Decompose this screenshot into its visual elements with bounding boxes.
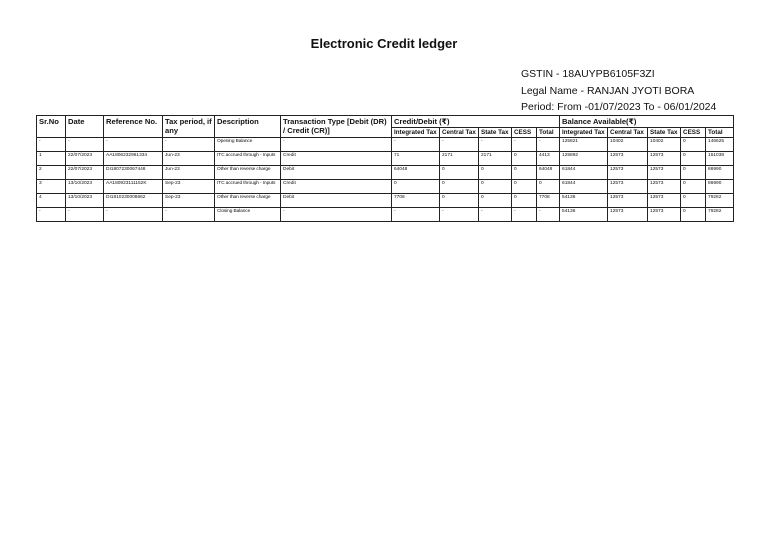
- cell-bal-state-tax: 10402: [648, 138, 681, 152]
- cell-cd-central-tax: 0: [440, 180, 479, 194]
- cell-tax-period: Sep-23: [163, 180, 215, 194]
- cell-bal-total: 86990: [706, 180, 734, 194]
- cell-cd-integrated-tax: -: [392, 208, 440, 222]
- cell-bal-integrated-tax: 61844: [560, 180, 608, 194]
- cell-transaction-type: Debit: [281, 194, 392, 208]
- cell-bal-cess: 0: [681, 180, 706, 194]
- cell-sr-no: 2: [37, 166, 66, 180]
- col-header-description: Description: [215, 116, 281, 138]
- cell-cd-integrated-tax: 71: [392, 152, 440, 166]
- cell-bal-integrated-tax: 54136: [560, 208, 608, 222]
- cell-cd-central-tax: -: [440, 208, 479, 222]
- cell-bal-state-tax: 12573: [648, 152, 681, 166]
- cell-sr-no: -: [37, 138, 66, 152]
- cell-transaction-type: Debit: [281, 166, 392, 180]
- cell-cd-cess: 0: [512, 194, 537, 208]
- cell-bal-state-tax: 12573: [648, 194, 681, 208]
- cell-cd-integrated-tax: 64048: [392, 166, 440, 180]
- table-row: [37, 152, 734, 166]
- cell-bal-central-tax: 12573: [608, 180, 648, 194]
- cell-date: 13/10/2023: [66, 194, 104, 208]
- col-header-reference: Reference No.: [104, 116, 163, 138]
- table-row: [37, 138, 734, 152]
- cell-description: Other than reverse charge: [215, 166, 281, 180]
- cell-date: -: [66, 138, 104, 152]
- cell-cd-central-tax: 0: [440, 194, 479, 208]
- cell-tax-period: -: [163, 208, 215, 222]
- cell-bal-state-tax: 12573: [648, 166, 681, 180]
- cell-reference: AA180923111152K: [104, 180, 163, 194]
- cell-bal-total: 86990: [706, 166, 734, 180]
- cell-cd-total: 64048: [537, 166, 560, 180]
- cell-bal-state-tax: 12573: [648, 208, 681, 222]
- taxpayer-info: [521, 66, 716, 116]
- cell-cd-cess: -: [512, 138, 537, 152]
- cell-cd-central-tax: -: [440, 138, 479, 152]
- cell-tax-period: -: [163, 138, 215, 152]
- cell-cd-state-tax: 0: [479, 166, 512, 180]
- col-header-bal-cess: CESS: [681, 128, 706, 138]
- cell-transaction-type: -: [281, 138, 392, 152]
- cell-bal-integrated-tax: 54136: [560, 194, 608, 208]
- cell-description: Other than reverse charge: [215, 194, 281, 208]
- cell-sr-no: 3: [37, 180, 66, 194]
- cell-reference: AA1806232961334: [104, 152, 163, 166]
- cell-cd-total: 4413: [537, 152, 560, 166]
- col-header-transaction-type: Transaction Type [Debit (DR) / Credit (CR)]: [281, 116, 392, 138]
- legal-name-line: Legal Name - RANJAN JYOTI BORA: [521, 84, 695, 97]
- col-header-cd-state-tax: State Tax: [479, 128, 512, 138]
- cell-cd-state-tax: 0: [479, 194, 512, 208]
- header-row-main: [37, 116, 734, 128]
- cell-cd-cess: -: [512, 208, 537, 222]
- cell-bal-central-tax: 12573: [608, 208, 648, 222]
- col-header-bal-integrated-tax: Integrated Tax: [560, 128, 608, 138]
- table-row: [37, 166, 734, 180]
- cell-bal-cess: 0: [681, 194, 706, 208]
- cell-bal-cess: 0: [681, 138, 706, 152]
- table-row: [37, 208, 734, 222]
- cell-description: ITC accrued through - Inputs: [215, 152, 281, 166]
- cell-bal-total: 79282: [706, 194, 734, 208]
- cell-tax-period: Jun-23: [163, 152, 215, 166]
- col-header-cd-central-tax: Central Tax: [440, 128, 479, 138]
- cell-cd-total: 0: [537, 180, 560, 194]
- cell-cd-state-tax: -: [479, 138, 512, 152]
- credit-ledger-table: [36, 115, 734, 222]
- cell-bal-total: 79282: [706, 208, 734, 222]
- cell-bal-integrated-tax: 125892: [560, 152, 608, 166]
- cell-description: Closing Balance: [215, 208, 281, 222]
- cell-reference: DI1810230008662: [104, 194, 163, 208]
- cell-bal-total: 151038: [706, 152, 734, 166]
- cell-cd-cess: 0: [512, 166, 537, 180]
- cell-bal-integrated-tax: 61844: [560, 166, 608, 180]
- table-row: [37, 180, 734, 194]
- period-line: Period: From -01/07/2023 To - 06/01/2024: [521, 101, 717, 113]
- cell-cd-state-tax: 2171: [479, 152, 512, 166]
- cell-bal-central-tax: 12573: [608, 194, 648, 208]
- cell-bal-state-tax: 12573: [648, 180, 681, 194]
- cell-cd-central-tax: 0: [440, 166, 479, 180]
- cell-date: 22/07/2023: [66, 166, 104, 180]
- cell-bal-total: 146625: [706, 138, 734, 152]
- page-title: Electronic Credit ledger: [310, 36, 458, 51]
- cell-tax-period: Sep-23: [163, 194, 215, 208]
- cell-description: Opening Balance: [215, 138, 281, 152]
- cell-bal-cess: 0: [681, 166, 706, 180]
- cell-cd-cess: 0: [512, 180, 537, 194]
- cell-bal-cess: 0: [681, 152, 706, 166]
- cell-date: 22/07/2023: [66, 152, 104, 166]
- cell-sr-no: -: [37, 208, 66, 222]
- cell-transaction-type: Credit: [281, 180, 392, 194]
- table-row: [37, 194, 734, 208]
- cell-cd-integrated-tax: 0: [392, 180, 440, 194]
- gstin-line: GSTIN - 18AUYPB6105F3ZI: [521, 68, 655, 80]
- cell-bal-central-tax: 10402: [608, 138, 648, 152]
- cell-reference: DI1807230067448: [104, 166, 163, 180]
- cell-description: ITC accrued through - Inputs: [215, 180, 281, 194]
- cell-cd-state-tax: 0: [479, 180, 512, 194]
- col-header-sr-no: Sr.No: [37, 116, 66, 138]
- col-header-cd-integrated-tax: Integrated Tax: [392, 128, 440, 138]
- cell-cd-cess: 0: [512, 152, 537, 166]
- cell-tax-period: Jun-23: [163, 166, 215, 180]
- cell-transaction-type: Credit: [281, 152, 392, 166]
- col-header-tax-period: Tax period, if any: [163, 116, 215, 138]
- cell-transaction-type: -: [281, 208, 392, 222]
- cell-cd-total: -: [537, 208, 560, 222]
- cell-cd-central-tax: 2171: [440, 152, 479, 166]
- cell-cd-state-tax: -: [479, 208, 512, 222]
- col-group-credit-debit: Credit/Debit (₹): [392, 116, 560, 128]
- cell-cd-total: 7708: [537, 194, 560, 208]
- cell-reference: -: [104, 208, 163, 222]
- cell-sr-no: 1: [37, 152, 66, 166]
- col-header-bal-central-tax: Central Tax: [608, 128, 648, 138]
- cell-date: -: [66, 208, 104, 222]
- cell-cd-total: -: [537, 138, 560, 152]
- cell-bal-integrated-tax: 125821: [560, 138, 608, 152]
- col-group-balance-available: Balance Available(₹): [560, 116, 734, 128]
- cell-sr-no: 4: [37, 194, 66, 208]
- col-header-cd-cess: CESS: [512, 128, 537, 138]
- cell-date: 13/10/2023: [66, 180, 104, 194]
- cell-cd-integrated-tax: -: [392, 138, 440, 152]
- col-header-bal-total: Total: [706, 128, 734, 138]
- cell-cd-integrated-tax: 7708: [392, 194, 440, 208]
- cell-reference: -: [104, 138, 163, 152]
- cell-bal-central-tax: 12573: [608, 166, 648, 180]
- col-header-bal-state-tax: State Tax: [648, 128, 681, 138]
- cell-bal-cess: 0: [681, 208, 706, 222]
- cell-bal-central-tax: 12573: [608, 152, 648, 166]
- col-header-date: Date: [66, 116, 104, 138]
- col-header-cd-total: Total: [537, 128, 560, 138]
